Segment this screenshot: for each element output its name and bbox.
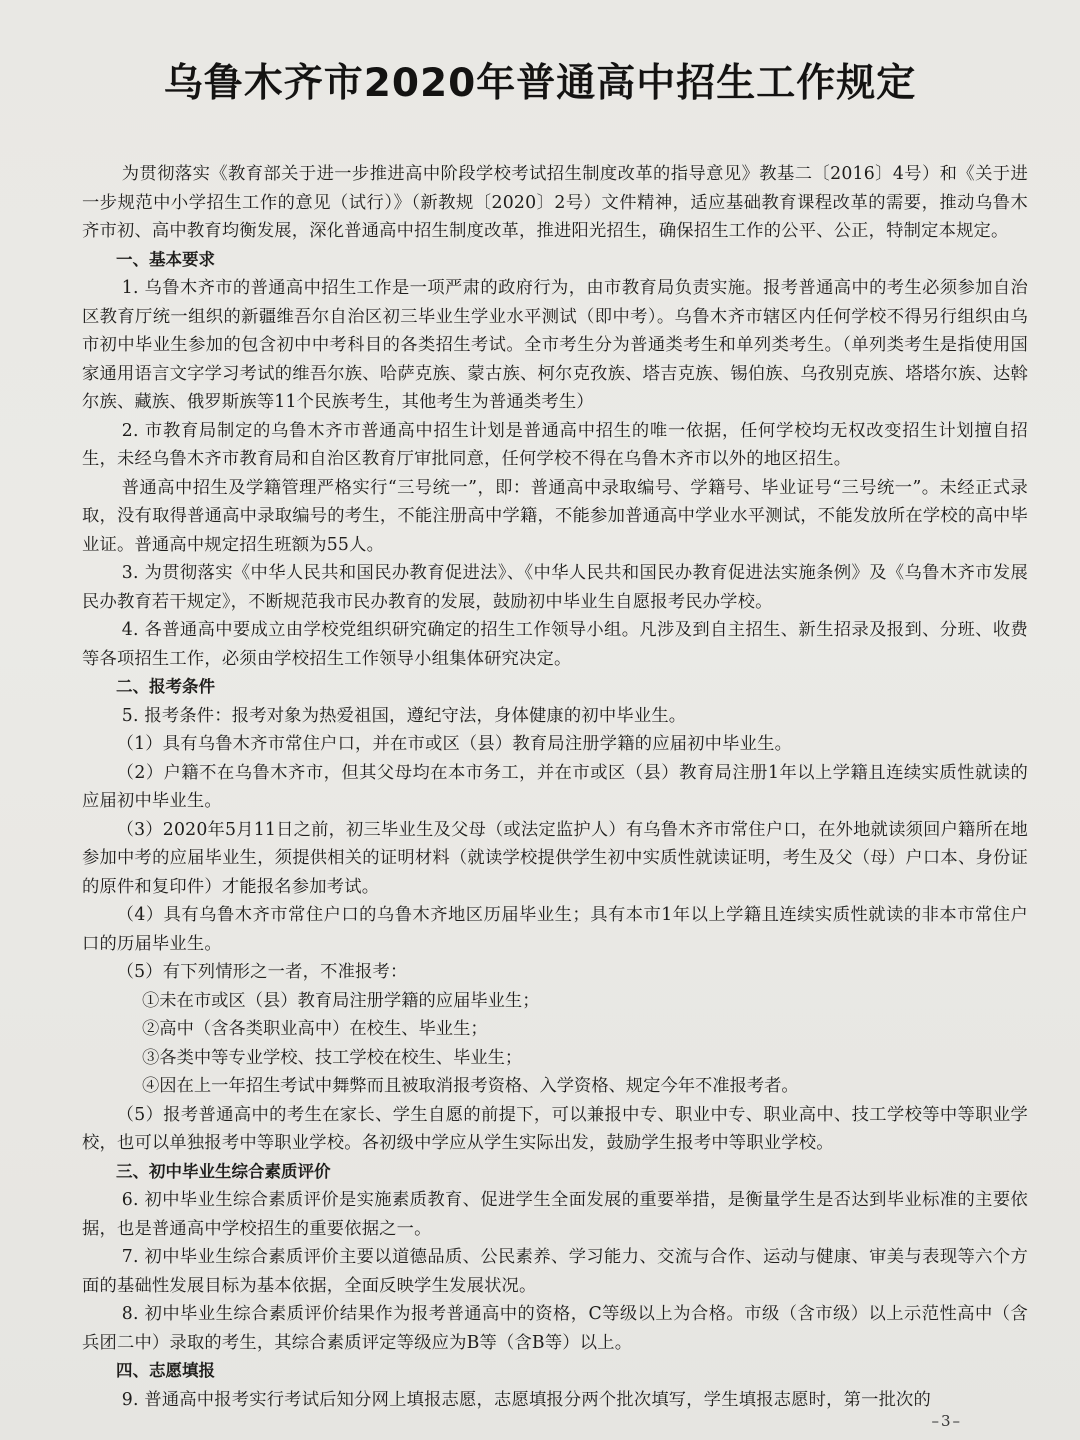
paragraph: （5）报考普通高中的考生在家长、学生自愿的前提下，可以兼报中专、职业中专、职业高中、技工学校等中等职业学校，也可以单独报考中等职业学校。各初级中学应从学生实际出发，鼓励学生报考中等职业学校。: [82, 1104, 1028, 1153]
list-item: ①未在市或区（县）教育局注册学籍的应届毕业生；: [142, 990, 540, 1011]
paragraph: 6. 初中毕业生综合素质评价是实施素质教育、促进学生全面发展的重要举措，是衡量学生是否达到毕业标准的主要依据，也是普通高中学校招生的重要依据之一。: [82, 1190, 1028, 1239]
paragraph: 8. 初中毕业生综合素质评价结果作为报考普通高中的资格，C等级以上为合格。市级（含市级）以上示范性高中（含兵团二中）录取的考生，其综合素质评定等级应为B等（含B等）以上。: [82, 1304, 1028, 1353]
paragraph: 7. 初中毕业生综合素质评价主要以道德品质、公民素养、学习能力、交流与合作、运动与健康、审美与表现等六个方面的基础性发展目标为基本依据，全面反映学生发展状况。: [82, 1247, 1028, 1296]
paragraph: （1）具有乌鲁木齐市常住户口，并在市或区（县）教育局注册学籍的应届初中毕业生。: [116, 734, 793, 754]
paragraph: 9. 普通高中报考实行考试后知分网上填报志愿，志愿填报分两个批次填写，学生填报志愿时，第一批次的: [121, 1389, 932, 1410]
paragraph: 4. 各普通高中要成立由学校党组织研究确定的招生工作领导小组。凡涉及到自主招生、新生招录及报到、分班、收费等各项招生工作，必须由学校招生工作领导小组集体研究决定。: [82, 620, 1028, 669]
paragraph: 5. 报考条件：报考对象为热爱祖国，遵纪守法，身体健康的初中毕业生。: [121, 705, 687, 726]
section-3-heading: 三、初中毕业生综合素质评价: [116, 1161, 331, 1181]
list-item: ②高中（含各类职业高中）在校生、毕业生；: [142, 1019, 488, 1039]
paragraph: 普通高中招生及学籍管理严格实行“三号统一”，即：普通高中录取编号、学籍号、毕业证号“三号统一”。未经正式录取，没有取得普通高中录取编号的考生，不能注册高中学籍，不能参加普通高中学业水平测试，不能发放所在学校的高中毕业证。普通高中规定招生班额为55人。: [82, 477, 1028, 555]
page-number: –3–: [931, 1412, 962, 1430]
paragraph: （3）2020年5月11日之前，初三毕业生及父母（或法定监护人）有乌鲁木齐市常住户口，在外地就读须回户籍所在地参加中考的应届毕业生，须提供相关的证明材料（就读学校提供学生初中实质性就读证明，考生及父（母）户口本、身份证的原件和复印件）才能报名参加考试。: [82, 819, 1028, 897]
paragraph: （4）具有乌鲁木齐市常住户口的乌鲁木齐地区历届毕业生；具有本市1年以上学籍且连续实质性就读的非本市常住户口的历届毕业生。: [82, 905, 1028, 954]
paragraph: 3. 为贯彻落实《中华人民共和国民办教育促进法》、《中华人民共和国民办教育促进法实施条例》及《乌鲁木齐市发展民办教育若干规定》，不断规范我市民办教育的发展，鼓励初中毕业生自愿报考民办学校。: [82, 563, 1028, 612]
paragraph: （5）有下列情形之一者，不准报考：: [116, 962, 408, 982]
section-1-heading: 一、基本要求: [116, 249, 215, 269]
paragraph: 2. 市教育局制定的乌鲁木齐市普通高中招生计划是普通高中招生的唯一依据，任何学校均无权改变招生计划擅自招生，未经乌鲁木齐市教育局和自治区教育厅审批同意，任何学校不得在乌鲁木齐市以外的地区招生。: [82, 420, 1028, 469]
intro-paragraph: 为贯彻落实《教育部关于进一步推进高中阶段学校考试招生制度改革的指导意见》教基二〔2016〕4号）和《关于进一步规范中小学招生工作的意见（试行）》（新教规〔2020〕2号）文件精神，适应基础教育课程改革的需要，推动乌鲁木齐市初、高中教育均衡发展，深化普通高中招生制度改革，推进阳光招生，确保招生工作的公平、公正，特制定本规定。: [82, 164, 1028, 241]
paragraph: （2）户籍不在乌鲁木齐市，但其父母均在本市务工，并在市或区（县）教育局注册1年以上学籍且连续实质性就读的应届初中毕业生。: [82, 762, 1028, 811]
document-title: 乌鲁木齐市2020年普通高中招生工作规定: [163, 61, 917, 106]
section-2-heading: 二、报考条件: [116, 677, 215, 696]
document-body: [82, 160, 1028, 1414]
paragraph: 1. 乌鲁木齐市的普通高中招生工作是一项严肃的政府行为，由市教育局负责实施。报考普通高中的考生必须参加自治区教育厅统一组织的新疆维吾尔自治区初三毕业生学业水平测试（即中考）。乌鲁木齐市辖区内任何学校不得另行组织由乌市初中毕业生参加的包含初中中考科目的各类招生考试。全市考生分为普通类考生和单列类考生。（单列类考生是指使用国家通用语言文字学习考试的维吾尔族、哈萨克族、蒙古族、柯尔克孜族、塔吉克族、锡伯族、乌孜别克族、塔塔尔族、达斡尔族、藏族、俄罗斯族等11个民族考生，其他考生为普通类考生）: [82, 278, 1028, 412]
list-item: ④因在上一年招生考试中舞弊而且被取消报考资格、入学资格、规定今年不准报考者。: [142, 1076, 799, 1096]
list-item: ③各类中等专业学校、技工学校在校生、毕业生；: [142, 1047, 523, 1068]
section-4-heading: 四、志愿填报: [116, 1361, 215, 1380]
